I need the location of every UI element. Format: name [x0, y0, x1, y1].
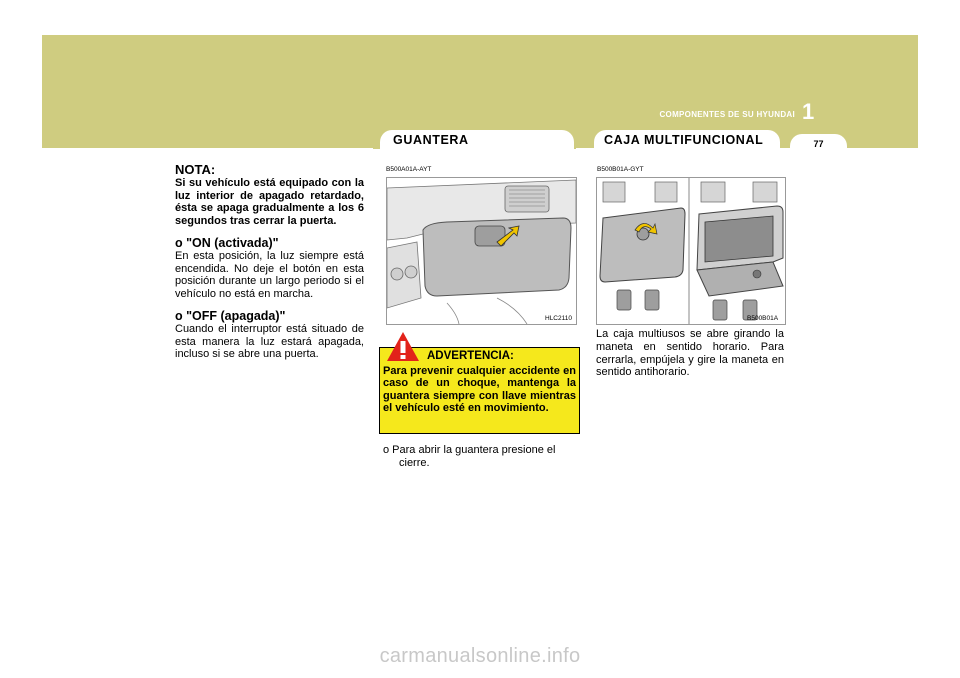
guantera-title: GUANTERA [393, 133, 469, 147]
off-text: Cuando el interruptor está situado de esta manera la luz estará apagada, incluso si se abre una puerta. [175, 322, 364, 361]
watermark: carmanualsonline.info [379, 645, 581, 667]
caja-text: La caja multiusos se abre girando la maneta en sentido horario. Para cerrarla, empújela y gire la maneta en sentido antihorario. [596, 328, 784, 379]
page-number-tab [790, 134, 847, 150]
column-1 [175, 164, 364, 370]
warning-exclamation-icon [386, 331, 420, 362]
off-heading: o "OFF (apagada)" [175, 308, 286, 323]
storage-box-figure [596, 177, 786, 325]
glovebox-figure [386, 177, 577, 325]
caja-title: CAJA MULTIFUNCIONAL [604, 133, 764, 147]
section-code-caja: B500B01A-GYT [597, 166, 644, 173]
on-heading: o "ON (activada)" [175, 235, 279, 250]
storage-box-illustration [597, 178, 785, 324]
figure-code-caja: B500B01A [747, 315, 779, 322]
figure-code-guantera: HLC2110 [545, 315, 572, 322]
glovebox-illustration [387, 178, 576, 324]
nota-title: NOTA: [175, 162, 216, 177]
open-instruction: o Para abrir la guantera presione el cierre. [383, 444, 556, 469]
chapter-number: 1 [802, 99, 815, 124]
chapter-label: COMPONENTES DE SU HYUNDAI [659, 110, 795, 119]
warning-text: Para prevenir cualquier accidente en caso de un choque, mantenga la guantera siempre con llave mientras el vehículo esté en movimiento. [383, 365, 576, 414]
page-number: 77 [813, 139, 824, 149]
section-code-guantera: B500A01A-AYT [386, 166, 432, 173]
nota-text: Si su vehículo está equipado con la luz interior de apagado retardado, ésta se apaga gradualmente a los 6 segundos tras cerrar la puerta. [175, 176, 364, 228]
warning-title: ADVERTENCIA: [427, 350, 514, 362]
on-text: En esta posición, la luz siempre está encendida. No deje el botón en esta posición durante un largo periodo si el vehículo no está en marcha. [175, 249, 364, 301]
